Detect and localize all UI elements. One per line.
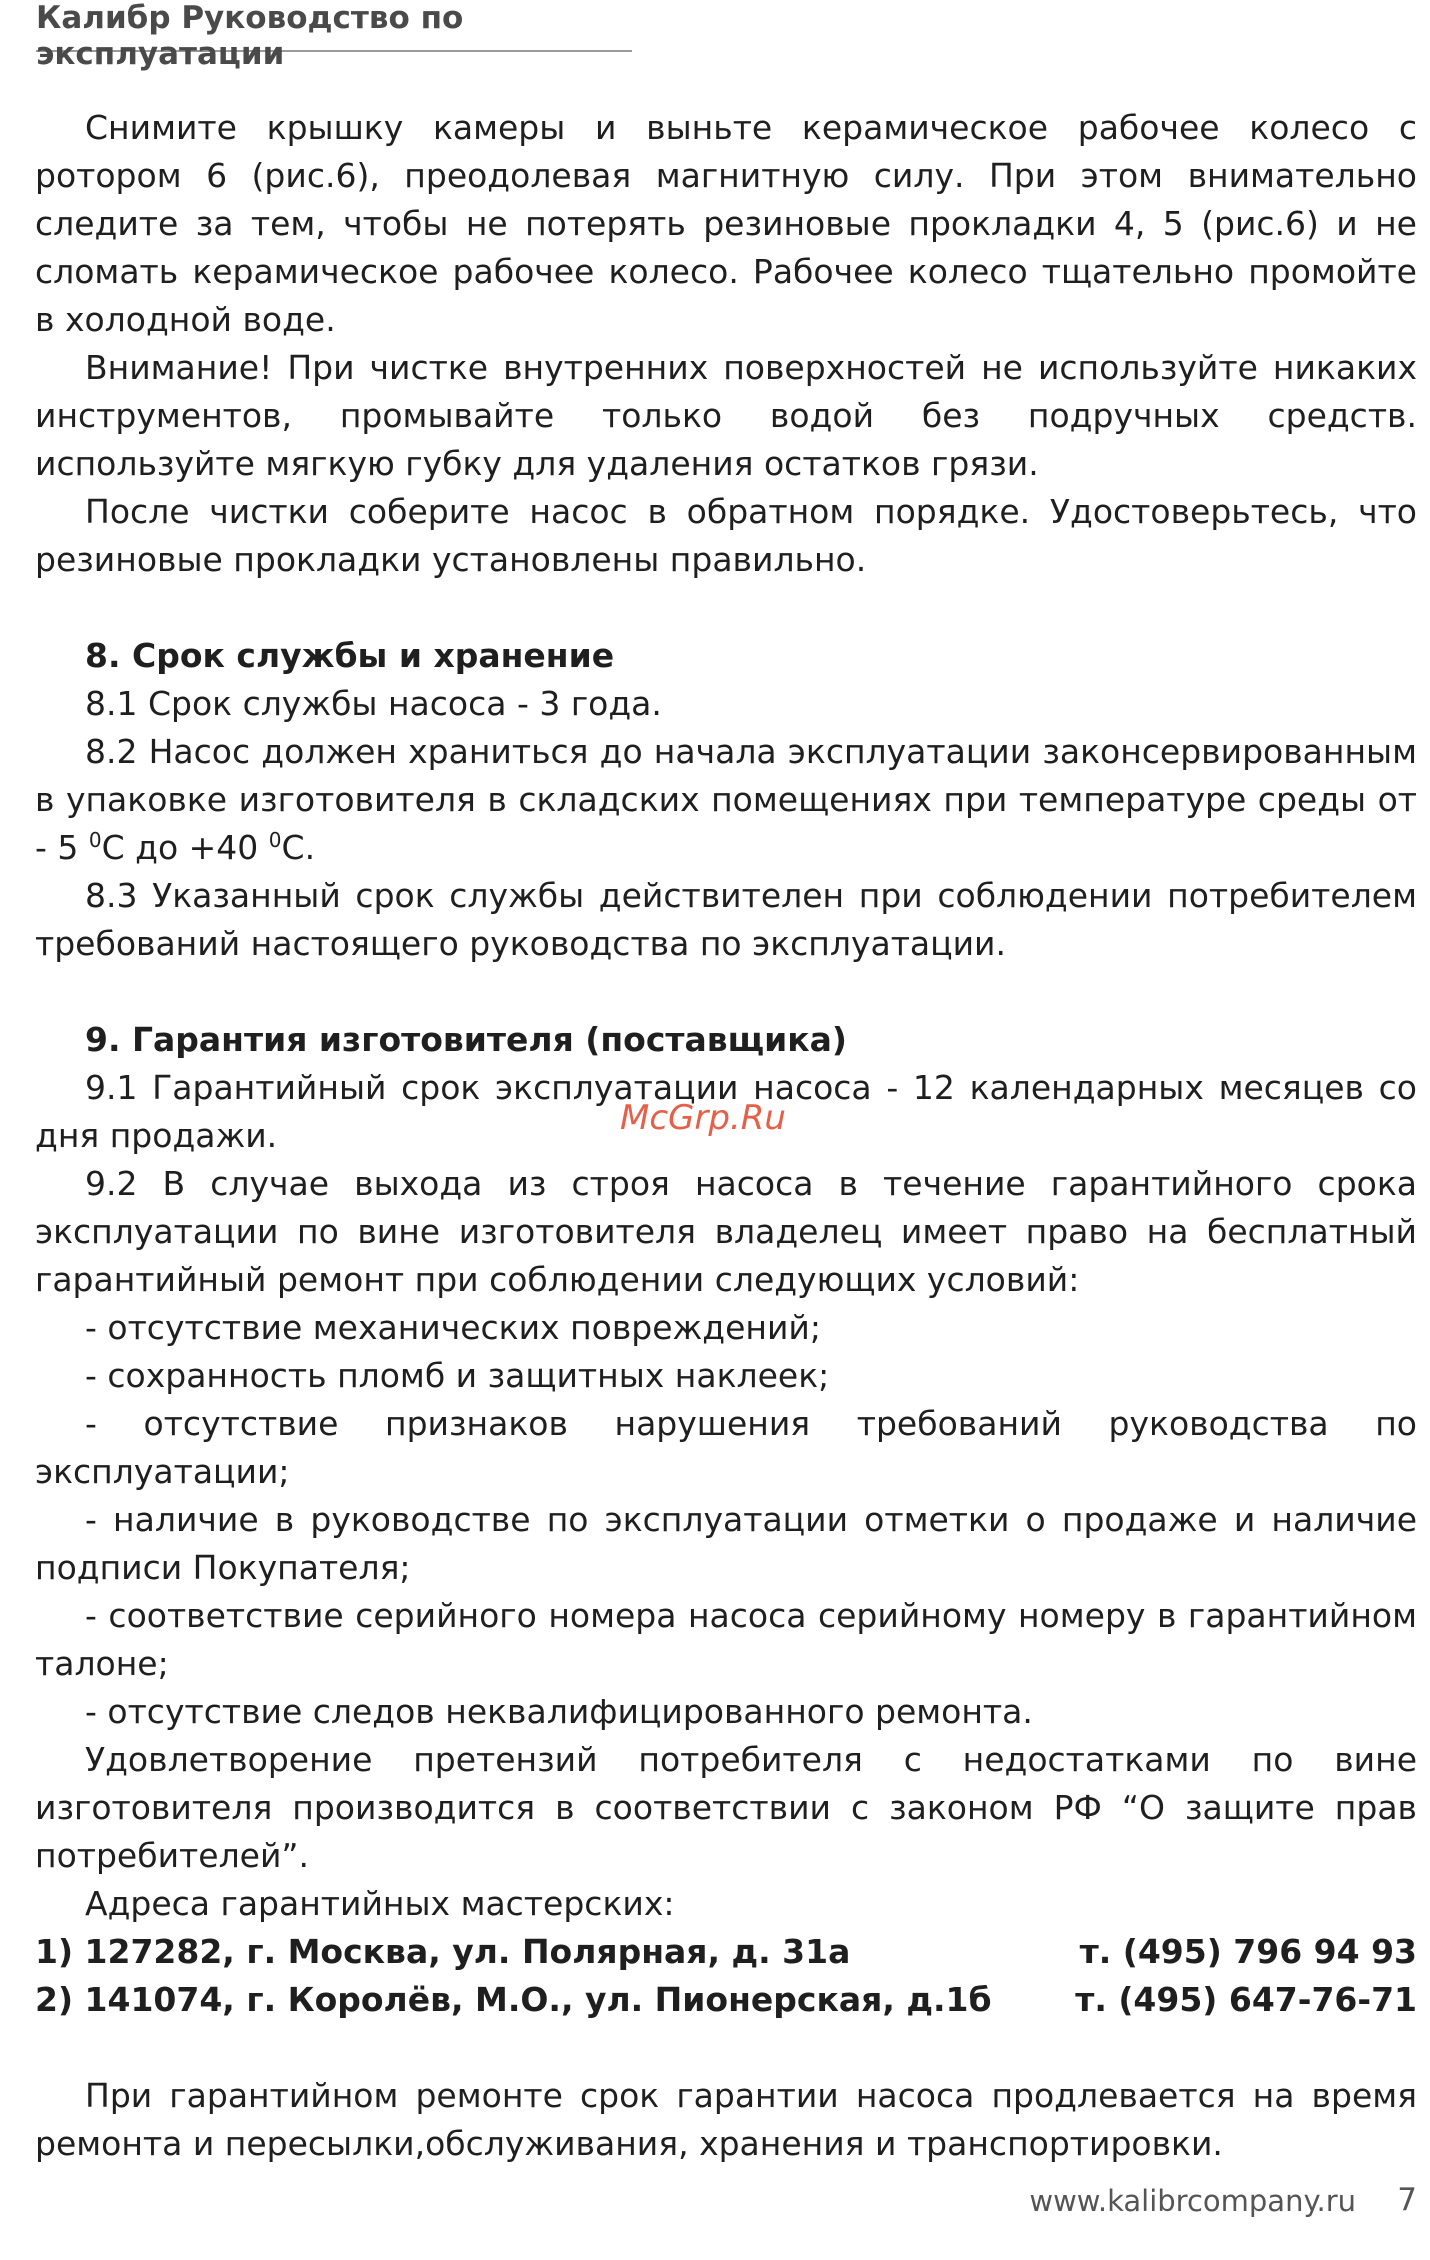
- final-paragraph: При гарантийном ремонте срок гарантии насоса продлевается на время ремонта и пересылки,обслуживания, хранения и транспортировки.: [35, 2076, 1417, 2163]
- section-8-1: 8.1 Срок службы насоса - 3 года.: [85, 684, 662, 723]
- section-8-2-text-a: 8.2 Насос должен храниться до начала эксплуатации законсервированным в упаковке изготовителя в складских помещениях при температуре среды от - 5: [35, 732, 1417, 867]
- addresses-title: Адреса гарантийных мастерских:: [85, 1884, 675, 1923]
- degree-sup-1: 0: [88, 828, 102, 852]
- spacer: [35, 584, 1417, 632]
- condition-item: - наличие в руководстве по эксплуатации отметки о продаже и наличие подписи Покупателя;: [35, 1500, 1417, 1587]
- section-8-title: 8. Срок службы и хранение: [85, 636, 615, 675]
- footer-website-link[interactable]: www.kalibrcompany.ru: [1029, 2184, 1356, 2218]
- paragraph-cleaning: Снимите крышку камеры и выньте керамическое рабочее колесо с ротором 6 (рис.6), преодолевая магнитную силу. При этом внимательно следите за тем, чтобы не потерять резиновые прокладки 4, 5 (рис.6) и не сломать керамическое рабочее колесо. Рабочее колесо тщательно промойте в холодной воде.: [35, 108, 1417, 339]
- address-text: 2) 141074, г. Королёв, М.О., ул. Пионерская, д.1б: [35, 1980, 992, 2019]
- paragraph-reassembly: После чистки соберите насос в обратном порядке. Удостоверьтесь, что резиновые прокладки установлены правильно.: [35, 492, 1417, 579]
- section-9-1: 9.1 Гарантийный срок эксплуатации насоса - 12 календарных месяцев со дня продажи.: [35, 1068, 1417, 1155]
- address-text: 1) 127282, г. Москва, ул. Полярная, д. 31а: [35, 1932, 851, 1971]
- spacer: [35, 968, 1417, 1016]
- condition-item: - сохранность пломб и защитных наклеек;: [85, 1356, 830, 1395]
- section-8-2-text-b: С до +40: [101, 828, 269, 867]
- address-row: [35, 1928, 1417, 1976]
- spacer: [35, 2024, 1417, 2072]
- address-phone: т. (495) 796 94 93: [1079, 1932, 1417, 1971]
- section-8-2: [35, 728, 1417, 872]
- address-phone: т. (495) 647-76-71: [1075, 1980, 1417, 2019]
- condition-item: - отсутствие признаков нарушения требований руководства по эксплуатации;: [35, 1404, 1417, 1491]
- section-9-2: 9.2 В случае выхода из строя насоса в течение гарантийного срока эксплуатации по вине изготовителя владелец имеет право на бесплатный гарантийный ремонт при соблюдении следующих условий:: [35, 1164, 1417, 1299]
- degree-sup-2: 0: [268, 828, 282, 852]
- condition-item: - отсутствие механических повреждений;: [85, 1308, 821, 1347]
- paragraph-warning: Внимание! При чистке внутренних поверхностей не используйте никаких инструментов, промывайте только водой без подручных средств. используйте мягкую губку для удаления остатков грязи.: [35, 348, 1417, 483]
- address-row: [35, 1976, 1417, 2024]
- page-header: [36, 0, 632, 72]
- section-9-title: 9. Гарантия изготовителя (поставщика): [85, 1020, 848, 1059]
- header-title: Калибр Руководство по эксплуатации: [36, 0, 464, 72]
- condition-item: - отсутствие следов неквалифицированного ремонта.: [85, 1692, 1033, 1731]
- page-number: 7: [1397, 2182, 1417, 2218]
- section-8-3: 8.3 Указанный срок службы действителен при соблюдении потребителем требований настоящего руководства по эксплуатации.: [35, 876, 1417, 963]
- condition-item: - соответствие серийного номера насоса серийному номеру в гарантийном талоне;: [35, 1596, 1417, 1683]
- section-8-2-text-c: С.: [281, 828, 316, 867]
- claims-paragraph: Удовлетворение претензий потребителя с недостатками по вине изготовителя производится в соответствии с законом РФ “О защите прав потребителей”.: [35, 1740, 1417, 1875]
- watermark: McGrp.Ru: [620, 1098, 786, 1138]
